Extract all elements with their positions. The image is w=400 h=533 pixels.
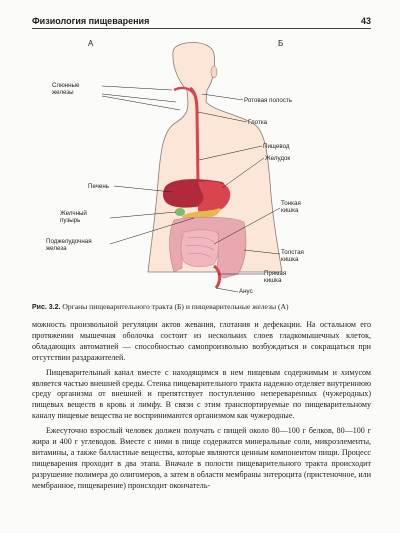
small-intestine	[181, 230, 219, 267]
digestive-system-figure	[32, 32, 371, 294]
label-salivary-glands: Слюнные железы	[52, 82, 80, 97]
gallbladder	[175, 208, 185, 216]
leader-anus	[216, 288, 238, 292]
label-oral-cavity: Ротовая полость	[244, 97, 293, 104]
label-small-intestine: Тонкая кишка	[281, 200, 301, 215]
caption-text: Органы пищеварительного тракта (Б) и пищеварительные железы (А)	[60, 302, 289, 311]
leader-salivary-1	[102, 86, 172, 90]
label-rectum: Прямая кишка	[264, 270, 287, 285]
label-pharynx: Глотка	[248, 119, 268, 126]
label-pancreas: Поджелудочная железа	[46, 238, 92, 253]
label-anus: Анус	[239, 288, 253, 295]
label-esophagus: Пищевод	[263, 143, 290, 150]
label-gallbladder: Желчный пузырь	[60, 210, 87, 225]
body-text	[32, 320, 371, 496]
page-header	[32, 16, 371, 27]
running-head-title: Физиология пищеварения	[32, 16, 150, 26]
label-liver: Печень	[88, 183, 109, 190]
paragraph: Ежесуточно взрослый человек должен получать с пищей около 80—100 г белков, 80—100 г жира и 400 г углеводов. Вместе с ними в пище содержатся минеральные соли, микроэлементы, витамины, а также балластные вещества, которые являются ценным компонентом пищи. Процесс пищеварения проходит в два этапа. Вначале в полости пищеварительного тракта происходит разрушение полимера до олигомеров, а затем в области мембраны энтероцита (пристеночное, или мембранное, пищеварение) происходит окончатель-	[32, 426, 371, 490]
label-stomach: Желудок	[265, 155, 291, 162]
header-rule	[32, 28, 371, 29]
caption-label: Рис. 3.2.	[32, 304, 61, 311]
esophagus	[197, 112, 198, 182]
panel-a-label: А	[88, 39, 94, 48]
panel-b-label: Б	[278, 39, 284, 48]
anatomy-illustration	[32, 32, 371, 294]
paragraph: можность произвольной регуляции актов жевания, глотания и дефекации. На остальном его протяжении мышечная оболочка состоит из нескольких слоев гладкомышечных клеток, обладающих автоматией — способностью самопроизвольно возбуждаться и сокращаться при отсутствии раздражителей.	[32, 320, 371, 362]
ear	[211, 66, 217, 78]
paragraph: Пищеварительный канал вместе с находящимся в нем пищевым содержимым и химусом является частью внешней среды. Стенка пищеварительного тракта надежно отделяет внутреннюю среду организма от внешней и препятствует поступлению непереваренных (чужеродных) пищевых веществ в кровь и лимфу. В связи с этим транспортируемые по пищеварительному каналу пищевые вещества не воспринимаются организмом как чужеродные.	[32, 367, 371, 421]
label-large-intestine: Толстая кишка	[281, 249, 304, 264]
leader-oral	[202, 94, 243, 100]
page-number: 43	[360, 16, 371, 26]
figure-caption	[32, 302, 371, 312]
